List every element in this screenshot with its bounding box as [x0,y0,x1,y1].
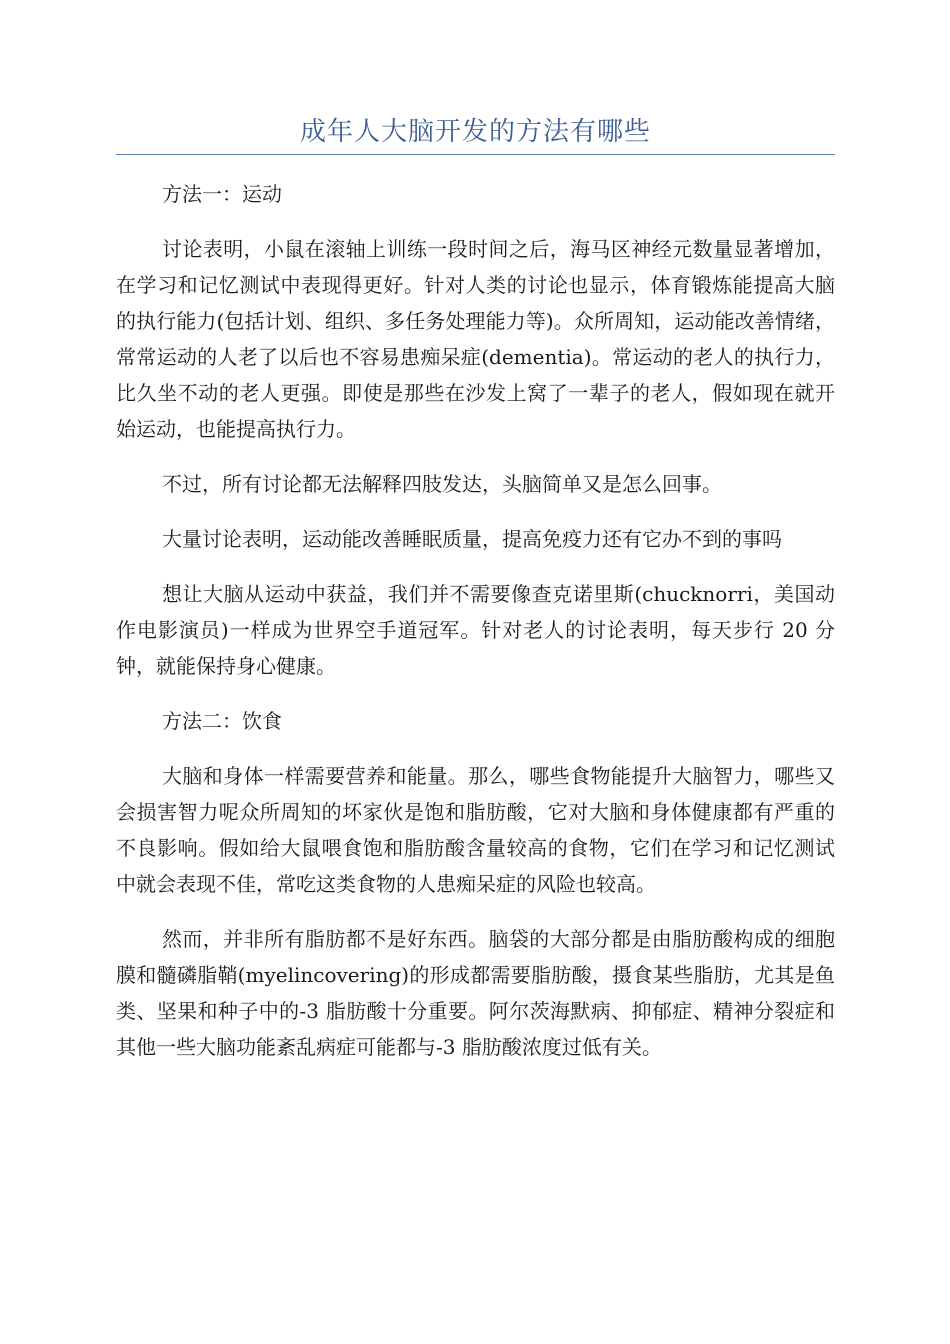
heading-method-one: 方法一：运动 [162,182,282,206]
paragraph-diet-nutrition: 大脑和身体一样需要营养和能量。那么，哪些食物能提升大脑智力，哪些又会损害智力呢众所周知的坏家伙是饱和脂肪酸，它对大脑和身体健康都有严重的不良影响。假如给大鼠喂食饱和脂肪酸含量较高的食物，它们在学习和记忆测试中就会表现不佳，常吃这类食物的人患痴呆症的风险也较高。 [116,764,835,896]
paragraph-walking: 想让大脑从运动中获益，我们并不需要像查克诺里斯(chucknorri，美国动作电影演员)一样成为世界空手道冠军。针对老人的讨论表明，每天步行 20 分钟，就能保持身心健康。 [116,582,835,678]
paragraph-sleep-immunity: 大量讨论表明，运动能改善睡眠质量，提高免疫力还有它办不到的事吗 [162,527,782,551]
title-underline [116,154,835,155]
paragraph-exercise-research: 讨论表明，小鼠在滚轴上训练一段时间之后，海马区神经元数量显著增加，在学习和记忆测试中表现得更好。针对人类的讨论也显示，体育锻炼能提高大脑的执行能力(包括计划、组织、多任务处理能力等)。众所周知，运动能改善情绪，常常运动的人老了以后也不容易患痴呆症(dementia)。常运动的老人的执行力，比久坐不动的老人更强。即使是那些在沙发上窝了一辈子的老人，假如现在就开始运动，也能提高执行力。 [116,237,835,441]
paragraph-however: 不过，所有讨论都无法解释四肢发达，头脑简单又是怎么回事。 [162,472,722,496]
document-body [116,176,835,1084]
paragraph-fatty-acids: 然而，并非所有脂肪都不是好东西。脑袋的大部分都是由脂肪酸构成的细胞膜和髓磷脂鞘(myelincovering)的形成都需要脂肪酸，摄食某些脂肪，尤其是鱼类、坚果和种子中的-3 脂肪酸十分重要。阿尔茨海默病、抑郁症、精神分裂症和其他一些大脑功能紊乱病症可能都与-3 脂肪酸浓度过低有关。 [116,927,835,1059]
page-title: 成年人大脑开发的方法有哪些 [299,117,651,147]
heading-method-two: 方法二：饮食 [162,709,282,733]
